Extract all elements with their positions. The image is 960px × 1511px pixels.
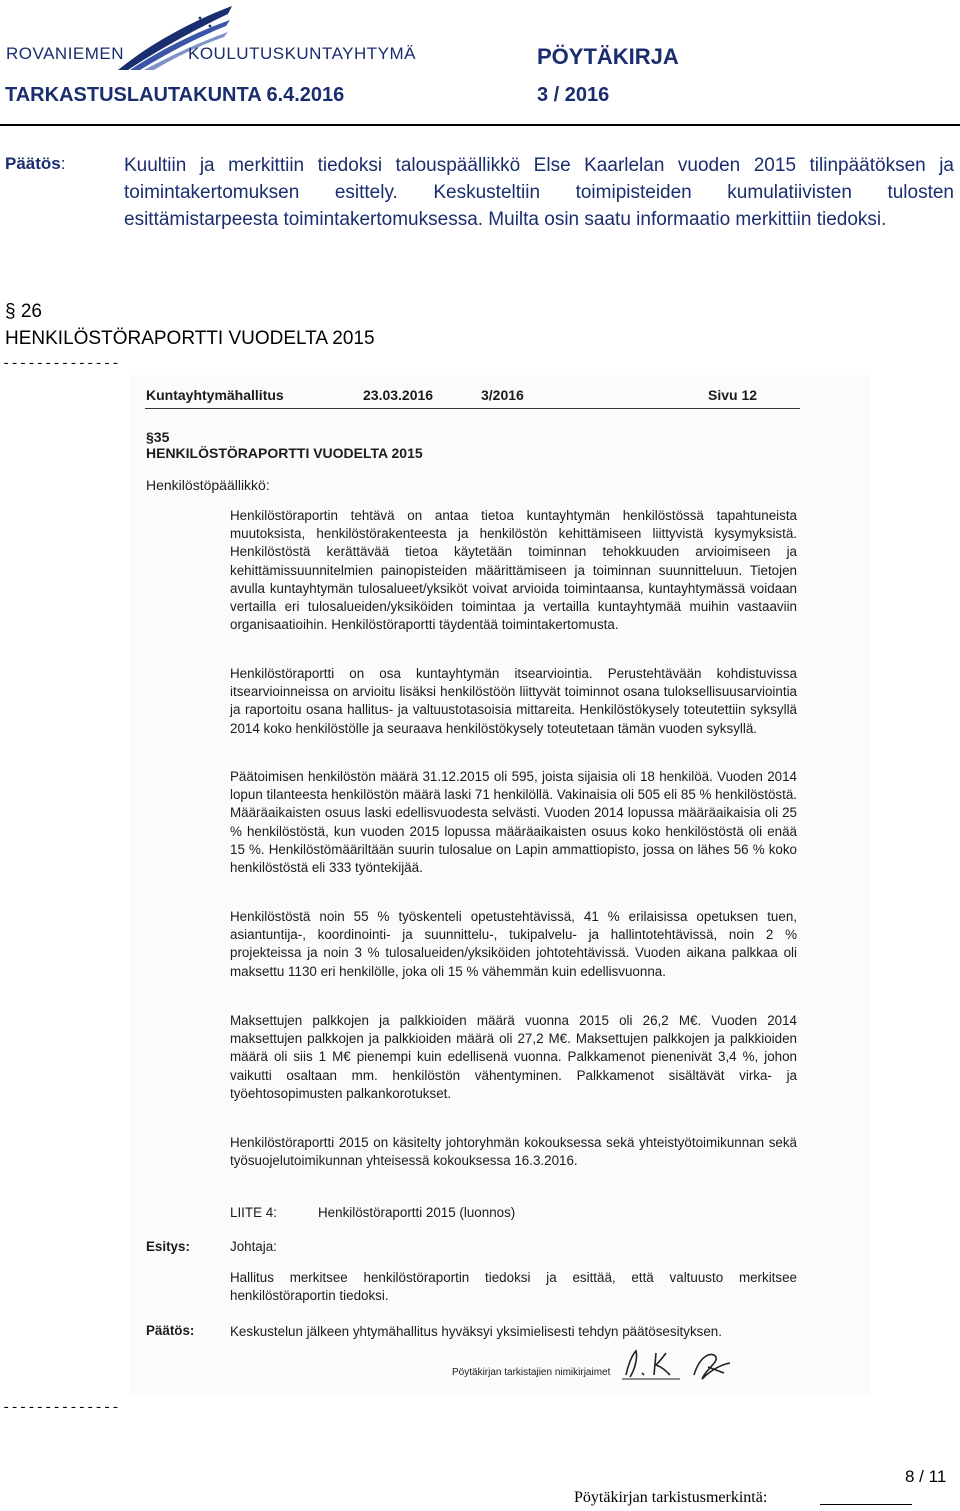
decision-label: Päätös: xyxy=(5,154,66,173)
section-separator-bottom: -------------- xyxy=(2,1400,120,1416)
scan-proposal-label: Esitys: xyxy=(146,1239,190,1254)
scan-paragraph: Henkilöstöstä noin 55 % työskenteli opetustehtävissä, 41 % erilaisissa opetuksen tuen, asiantuntija-, koordinointi- ja suunnittelu-, tukipalvelu- ja hallintotehtävissä, noin 2 % projekteissa ja noin 3 % tulosalueiden/yksiköiden johtotehtävissä. Vuoden aikana palkkaa oli maksettu 1130 eri henkilölle, joka oli 15 % vähemmän kuin edellisvuonna. xyxy=(230,909,797,979)
scan-presenter-role: Henkilöstöpäällikkö: xyxy=(146,477,270,493)
scan-paragraph: Henkilöstöraportti 2015 on käsitelty johtoryhmän kokouksessa sekä yhteistyötoimikunnan sekä työsuojelutoimikunnan yhteisessä kokouksessa 16.3.2016. xyxy=(230,1135,797,1169)
scan-attachment-label: LIITE 4: xyxy=(230,1205,277,1220)
org-name-left: ROVANIEMEN xyxy=(6,44,125,63)
decision-text: Kuultiin ja merkittiin tiedoksi talouspäällikkö Else Kaarlelan vuoden 2015 tilinpäätöksen ja toimintakertomuksen esittely. Keskusteltiin toimipisteiden kumulatiivisten tulosten esittämistarpeesta toimintakertomuksessa. Muilta osin saatu informaatio merkittiin tiedoksi. xyxy=(124,155,954,230)
document-number: 3 / 2016 xyxy=(537,84,610,106)
scan-header-divider xyxy=(145,408,800,409)
scan-decision-label: Päätös: xyxy=(146,1323,195,1338)
scan-header-number: 3/2016 xyxy=(481,387,524,403)
scan-paragraph: Päätoimisen henkilöstön määrä 31.12.2015 oli 595, joista sijaisia oli 18 henkilöä. Vuoden 2014 lopun tilanteesta henkilöstön määrä laski 71 henkilöllä. Vakinaisia oli 505 eli 85 % henkilöstöstä. Määräaikaisten osuus laski edellisvuodesta selvästi. Vuoden 2014 lopussa määräaikaisia oli 25 % henkilöstöstä, kun vuoden 2015 lopussa määräaikaisten osuus koko henkilöstöstä oli enää 15 %. Henkilöstömääriltään suurin tulosalue on Lapin ammattiopisto, jossa on lähes 56 % koko henkilöstöstä eli 333 työntekijää. xyxy=(230,769,797,876)
scanned-minutes-excerpt xyxy=(130,375,870,1395)
document-type: PÖYTÄKIRJA xyxy=(537,44,679,69)
header-divider xyxy=(0,124,960,126)
section-number: § 26 xyxy=(5,301,42,322)
scan-decision-text: Keskustelun jälkeen yhtymähallitus hyväksyi yksimielisesti tehdyn päätösesityksen. xyxy=(230,1324,722,1339)
minutes-check-label: Pöytäkirjan tarkistusmerkintä: xyxy=(574,1489,768,1506)
scan-paragraph: Maksettujen palkkojen ja palkkioiden määrä vuonna 2015 oli 26,2 M€. Vuoden 2014 maksettujen palkkojen ja palkkioiden määrä oli 27,2 M€. Maksettujen palkkojen ja palkkioiden määrä oli siis 1 M€ pienempi kuin edellisenä vuonna. Palkkamenot pienenivät 3,4 %, johon vaikutti osaltaan mm. henkilöstön vähentyminen. Palkkamenot sisältävät virka- ja työehtosopimusten palkankorotukset. xyxy=(230,1013,797,1101)
scan-header-org: Kuntayhtymähallitus xyxy=(146,387,284,403)
minutes-check-line xyxy=(820,1504,912,1505)
scan-paragraph: Henkilöstöraportin tehtävä on antaa tietoa kuntayhtymän henkilöstössä tapahtuneista muutoksista, henkilöstörakenteesta ja henkilöstön kehittämiseen liittyvistä kysymyksistä. Henkilöstöstä kerättävää tietoa käytetään toiminnan tehokkuuden arvioimiseen ja kehittämissuunnitelmien painopisteiden määrittämiseen ja toiminnan suunnitteluun. Tietojen avulla kuntayhtymän tulosalueet/yksiköt voivat arvioida toimintaansa, kuntayhtymässä voidaan vertailla eri tulosalueiden/yksiköiden toimintaa ja vertailla kuntayhtymää muihin vastaaviin organisaatioihin. Henkilöstöraportti täydentää toimintakertomusta. xyxy=(230,508,797,633)
scan-attachment-text: Henkilöstöraportti 2015 (luonnos) xyxy=(318,1205,516,1220)
section-title: HENKILÖSTÖRAPORTTI VUODELTA 2015 xyxy=(5,328,375,349)
committee-meeting: TARKASTUSLAUTAKUNTA 6.4.2016 xyxy=(5,84,345,106)
org-name-right: KOULUTUSKUNTAYHTYMÄ xyxy=(188,44,417,63)
section-separator-top: -------------- xyxy=(2,356,120,372)
scan-signature-label: Pöytäkirjan tarkistajien nimikirjaimet xyxy=(452,1367,611,1378)
scan-proposal-text: Hallitus merkitsee henkilöstöraportin tiedoksi ja esittää, että valtuusto merkitsee henkilöstöraportin tiedoksi. xyxy=(230,1270,797,1304)
scan-proposal-head: Johtaja: xyxy=(230,1239,277,1254)
page-number: 8 / 11 xyxy=(905,1467,947,1486)
scan-header-date: 23.03.2016 xyxy=(363,387,434,403)
scan-section-number: §35 xyxy=(146,429,170,445)
scan-paragraph: Henkilöstöraportti on osa kuntayhtymän itsearviointia. Perustehtävään kohdistuvissa itsearvioinneissa on arvioitu lisäksi henkilöstöön liittyvät toiminnot osana tuloksellisuusarviointia ja raportoitu osana hallitus- ja valtuustotasoisia mittareita. Henkilöstökysely toteutettiin syksyllä 2014 koko henkilöstölle ja seuraava henkilöstökysely toteutetaan tämän vuoden syksyllä. xyxy=(230,666,797,736)
scan-header-page: Sivu 12 xyxy=(708,387,758,403)
handwritten-initials-signature-icon xyxy=(620,1345,740,1390)
scan-section-title: HENKILÖSTÖRAPORTTI VUODELTA 2015 xyxy=(146,445,423,461)
